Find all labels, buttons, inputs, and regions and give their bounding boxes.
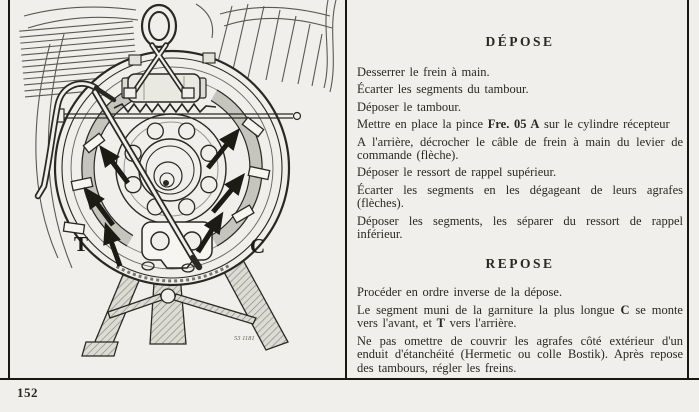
tool-reference: Fre. 05 A	[487, 117, 540, 132]
repose-step-2-text: Le segment muni de la garniture la plus longue	[357, 302, 621, 317]
figure-panel	[10, 0, 345, 378]
depose-step-2: Écarter les segments du tambour.	[357, 82, 529, 97]
label-t-reference: T	[436, 316, 445, 331]
page-number: 152	[17, 385, 38, 400]
instructions-column	[357, 0, 683, 378]
repose-step-2-text-end: vers l'arrière.	[444, 316, 517, 331]
depose-step-4	[357, 118, 683, 131]
label-c-reference: C	[620, 302, 630, 317]
depose-step-6: Déposer le ressort de rappel supérieur.	[357, 165, 557, 180]
depose-step-8: Déposer les segments, les séparer du ressort de rappel inférieur.	[357, 213, 683, 242]
depose-step-1: Desserrer le frein à main.	[357, 65, 490, 79]
depose-step-4-text: Mettre en place la pince	[357, 117, 488, 132]
repose-step-2	[357, 304, 683, 331]
repose-step-1: Procéder en ordre inverse de la dépose.	[357, 285, 563, 300]
column-divider-rule	[345, 0, 347, 379]
depose-step-3: Déposer le tambour.	[357, 99, 462, 114]
label-c: C	[250, 234, 266, 258]
depose-step-4-text-cont: sur le cylindre récepteur	[539, 117, 670, 132]
left-rule	[8, 0, 10, 379]
brake-drum-figure	[10, 0, 345, 378]
section-title-repose: REPOSE	[485, 256, 555, 272]
repose-step-3: Ne pas omettre de couvrir les agrafes côté extérieur d'un enduit d'étanchéité (Hermetic ou colle Bostik). Après repose des tambours, régler les freins.	[357, 333, 683, 375]
depose-step-5: A l'arrière, décrocher le câble de frein à main du levier de commande (flèche).	[357, 134, 683, 163]
label-t: T	[74, 232, 89, 256]
bottom-rule	[0, 378, 699, 380]
section-title-depose: DÉPOSE	[485, 34, 555, 49]
depose-step-7: Écarter les segments en les dégageant de leurs agrafes (flèches).	[357, 182, 683, 211]
repose-step-2-text-mid: se monte vers l'avant, et	[357, 302, 683, 331]
right-rule	[687, 0, 689, 379]
figure-number: 53 1181	[234, 335, 255, 342]
